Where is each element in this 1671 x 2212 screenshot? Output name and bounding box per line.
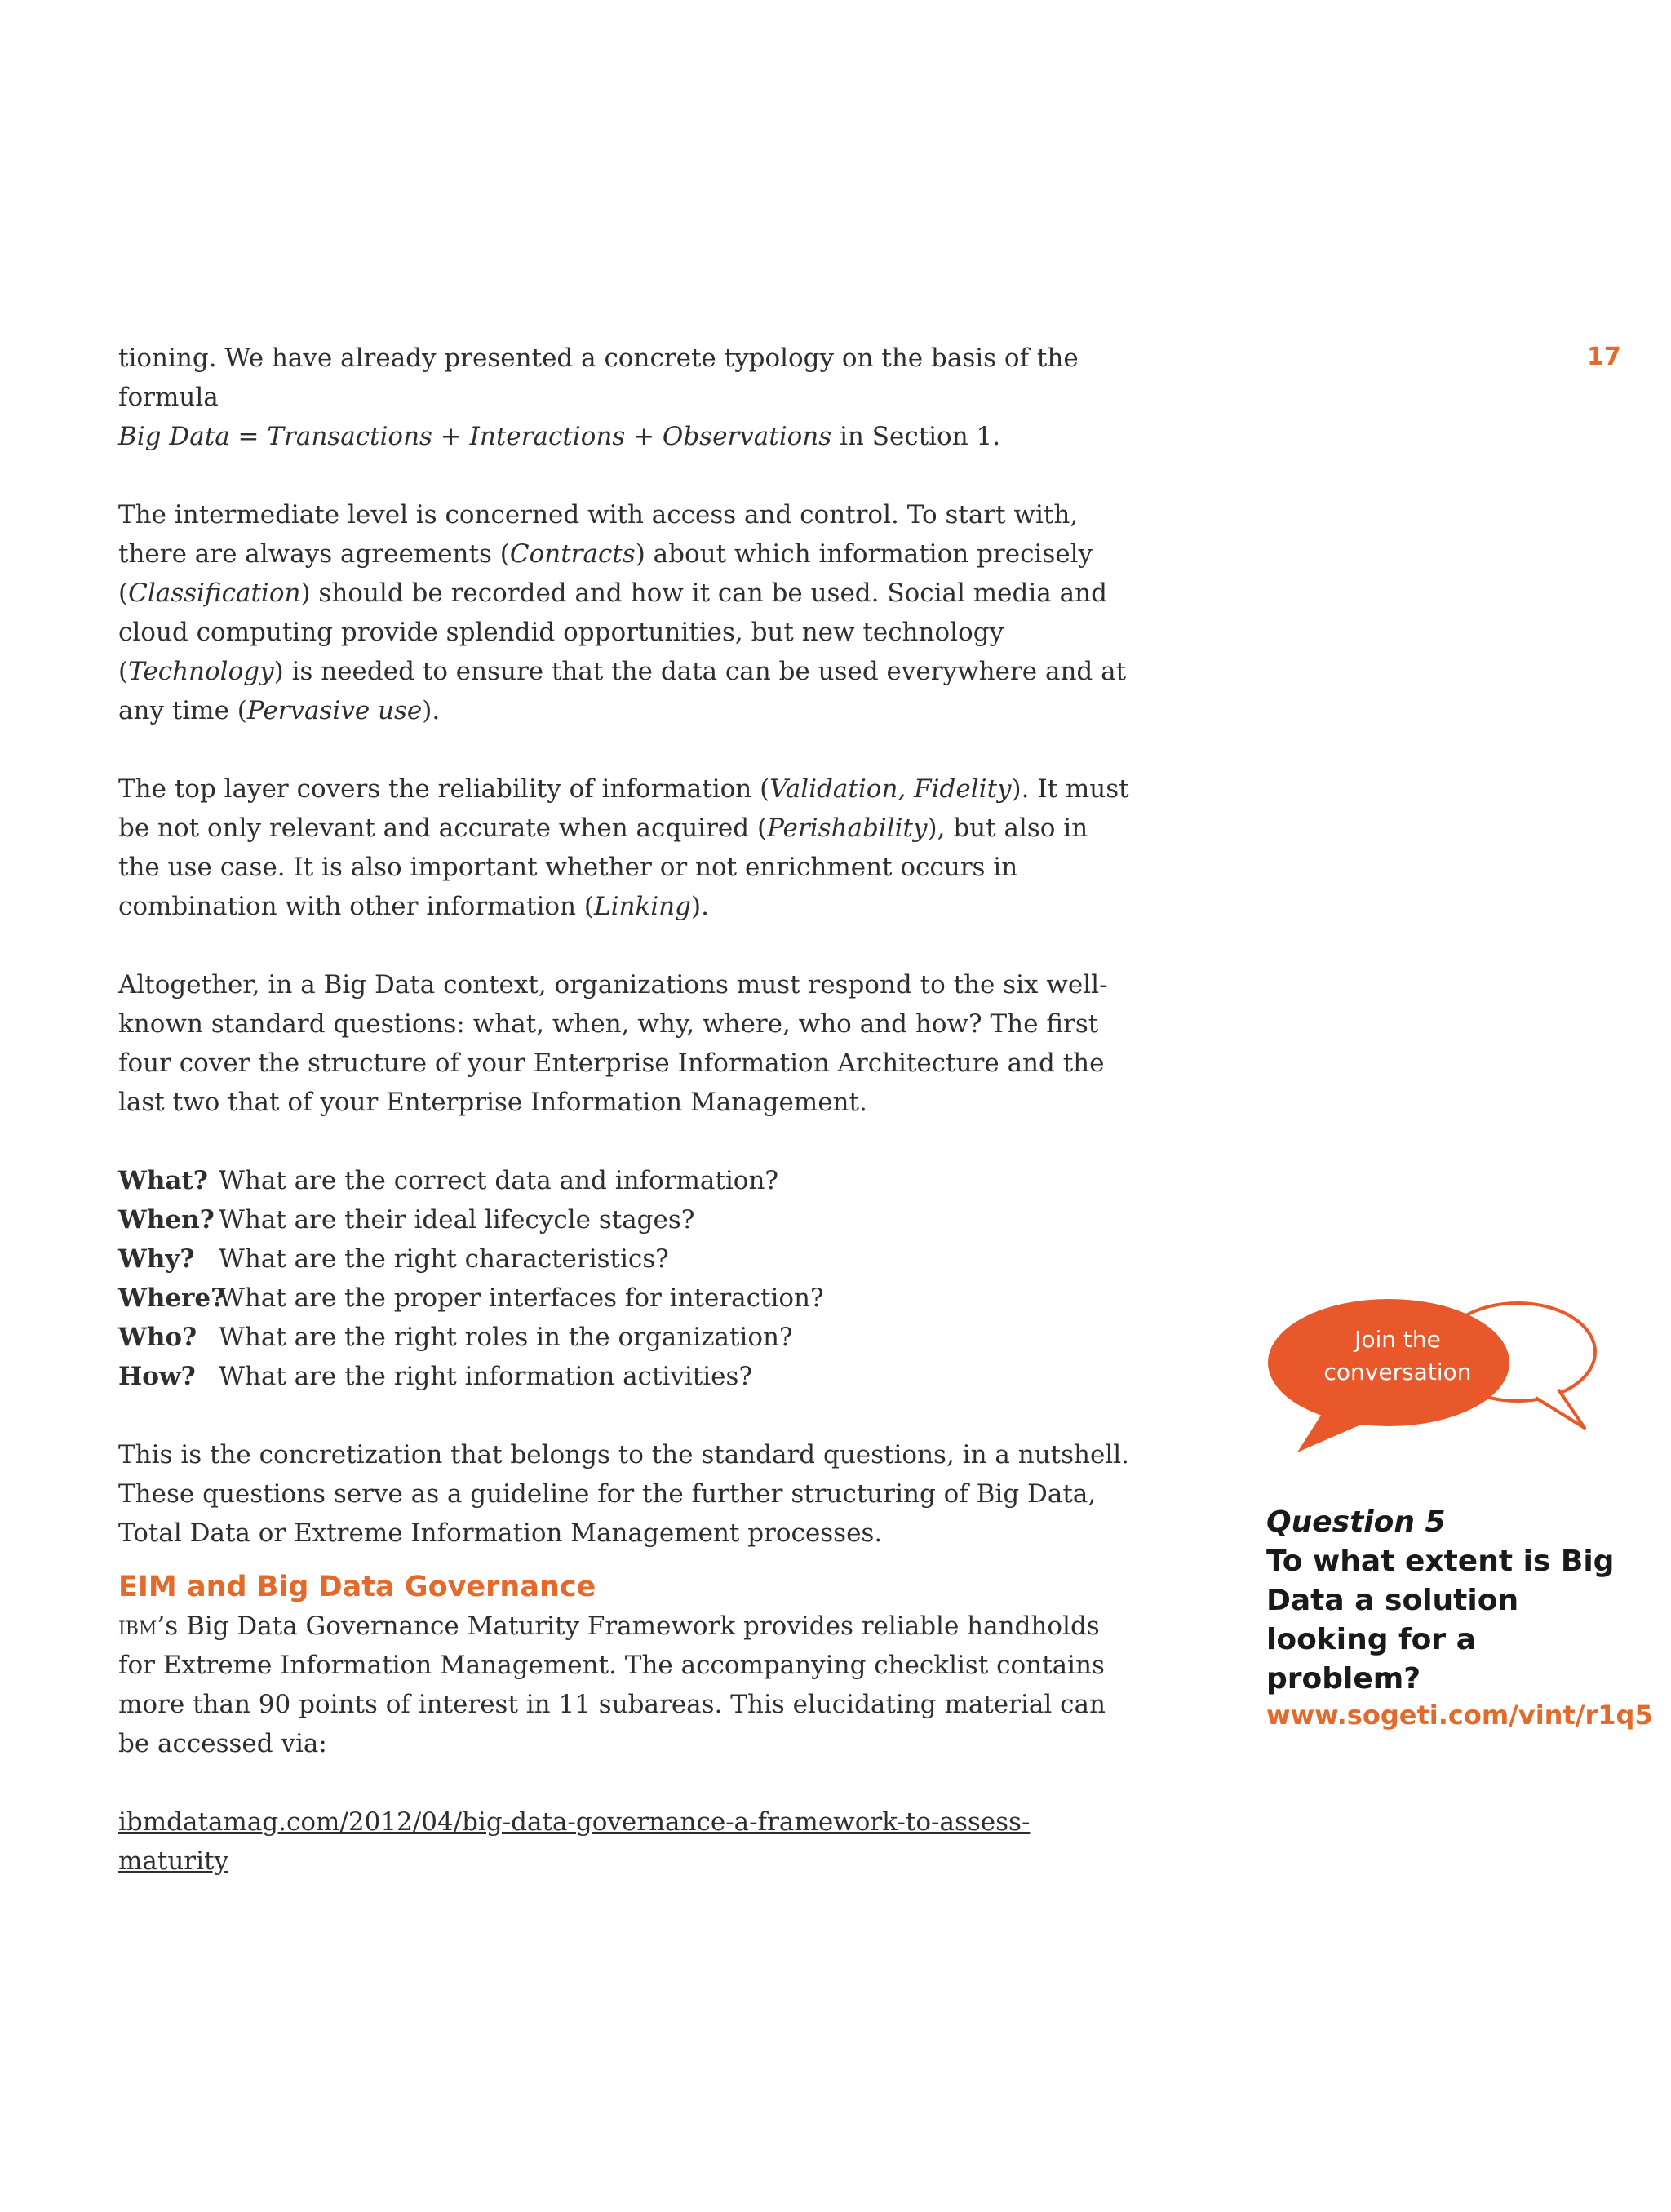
text-run: ). It must be not only relevant and accurate when acquired ( bbox=[118, 774, 1129, 843]
question-label: Question 5 bbox=[1266, 1505, 1446, 1539]
term-perishability: Perishability bbox=[767, 813, 928, 843]
link-paragraph bbox=[118, 1802, 1130, 1881]
term-contracts: Contracts bbox=[509, 539, 636, 569]
text-run: ) about which information precisely ( bbox=[118, 539, 1093, 608]
question-text: What are the right information activities? bbox=[219, 1362, 753, 1391]
term-classification: Classification bbox=[128, 578, 301, 608]
question-row bbox=[118, 1357, 1130, 1396]
term-linking: Linking bbox=[593, 892, 691, 921]
question-key: How? bbox=[118, 1362, 196, 1391]
term-technology: Technology bbox=[128, 657, 274, 686]
page-number: 17 bbox=[1587, 343, 1621, 371]
ibm-framework-link[interactable]: ibmdatamag.com/2012/04/big-data-governance-a-framework-to-assess-maturity bbox=[118, 1807, 1031, 1876]
sidebar-question bbox=[1266, 1503, 1625, 1699]
question-text: What are the proper interfaces for interaction? bbox=[219, 1283, 824, 1313]
question-text: What are the right roles in the organization? bbox=[219, 1323, 793, 1352]
paragraph-top-layer bbox=[118, 769, 1130, 926]
intro-tail: in Section 1. bbox=[831, 422, 1001, 451]
text-run: ). bbox=[422, 696, 441, 725]
question-text: What are the correct data and information? bbox=[219, 1166, 779, 1195]
text-run: The top layer covers the reliability of information ( bbox=[118, 774, 770, 804]
sogeti-link[interactable]: www.sogeti.com/vint/r1q5 bbox=[1266, 1700, 1653, 1731]
question-key: What? bbox=[118, 1166, 208, 1195]
question-text: What are their ideal lifecycle stages? bbox=[219, 1205, 695, 1235]
paragraph-intro bbox=[118, 339, 1130, 456]
question-text: To what extent is Big Data a solution looking for a problem? bbox=[1266, 1545, 1615, 1696]
text-run: ) is needed to ensure that the data can be used everywhere and at any time ( bbox=[118, 657, 1127, 725]
ibm-body: ’s Big Data Governance Maturity Framework provides reliable handholds for Extreme Information Management. The accompanying checklist contains more than 90 points of interest in 11 subareas. This elucidating material can be accessed via: bbox=[118, 1611, 1106, 1758]
text-run: ). bbox=[690, 892, 709, 921]
question-key: When? bbox=[118, 1205, 215, 1235]
intro-text: tioning. We have already presented a concrete typology on the basis of the formula bbox=[118, 344, 1079, 412]
question-row bbox=[118, 1161, 1130, 1200]
text-run: ), but also in the use case. It is also important whether or not enrichment occurs in combination with other information ( bbox=[118, 813, 1088, 921]
text-run: The intermediate level is concerned with access and control. To start with, there are always agreements ( bbox=[118, 500, 1079, 569]
bubble-line-1: Join the bbox=[1354, 1326, 1441, 1353]
term-validation-fidelity: Validation, Fidelity bbox=[769, 774, 1012, 804]
section-heading: EIM and Big Data Governance bbox=[118, 1571, 596, 1603]
question-key: Who? bbox=[118, 1323, 197, 1352]
main-text-column bbox=[118, 339, 1130, 1881]
text-run: ) should be recorded and how it can be used. Social media and cloud computing provide splendid opportunities, but new technology ( bbox=[118, 578, 1107, 686]
question-row bbox=[118, 1200, 1130, 1239]
join-conversation-label[interactable] bbox=[1279, 1323, 1516, 1389]
question-key: Why? bbox=[118, 1244, 195, 1274]
questions-list bbox=[118, 1161, 1130, 1396]
ibm-label: ibm bbox=[118, 1611, 157, 1641]
question-row bbox=[118, 1318, 1130, 1357]
question-key: Where? bbox=[118, 1283, 226, 1313]
paragraph-ibm-framework bbox=[118, 1607, 1130, 1763]
term-pervasive-use: Pervasive use bbox=[246, 696, 423, 725]
formula: Big Data = Transactions + Interactions + Observations bbox=[118, 422, 832, 451]
bubble-line-2: conversation bbox=[1323, 1359, 1472, 1385]
paragraph-standard-questions: Altogether, in a Big Data context, organizations must respond to the six well-known standard questions: what, when, why, where, who and how? The first four cover the structure of your Enterprise Information Architecture and the last two that of your Enterprise Information Management. bbox=[118, 970, 1108, 1117]
question-row bbox=[118, 1239, 1130, 1279]
question-row bbox=[118, 1279, 1130, 1318]
paragraph-concretization: This is the concretization that belongs to the standard questions, in a nutshell. These questions serve as a guideline for the further structuring of Big Data, Total Data or Extreme Information Management processes. bbox=[118, 1440, 1130, 1548]
paragraph-intermediate-level bbox=[118, 495, 1130, 730]
question-text: What are the right characteristics? bbox=[219, 1244, 669, 1274]
